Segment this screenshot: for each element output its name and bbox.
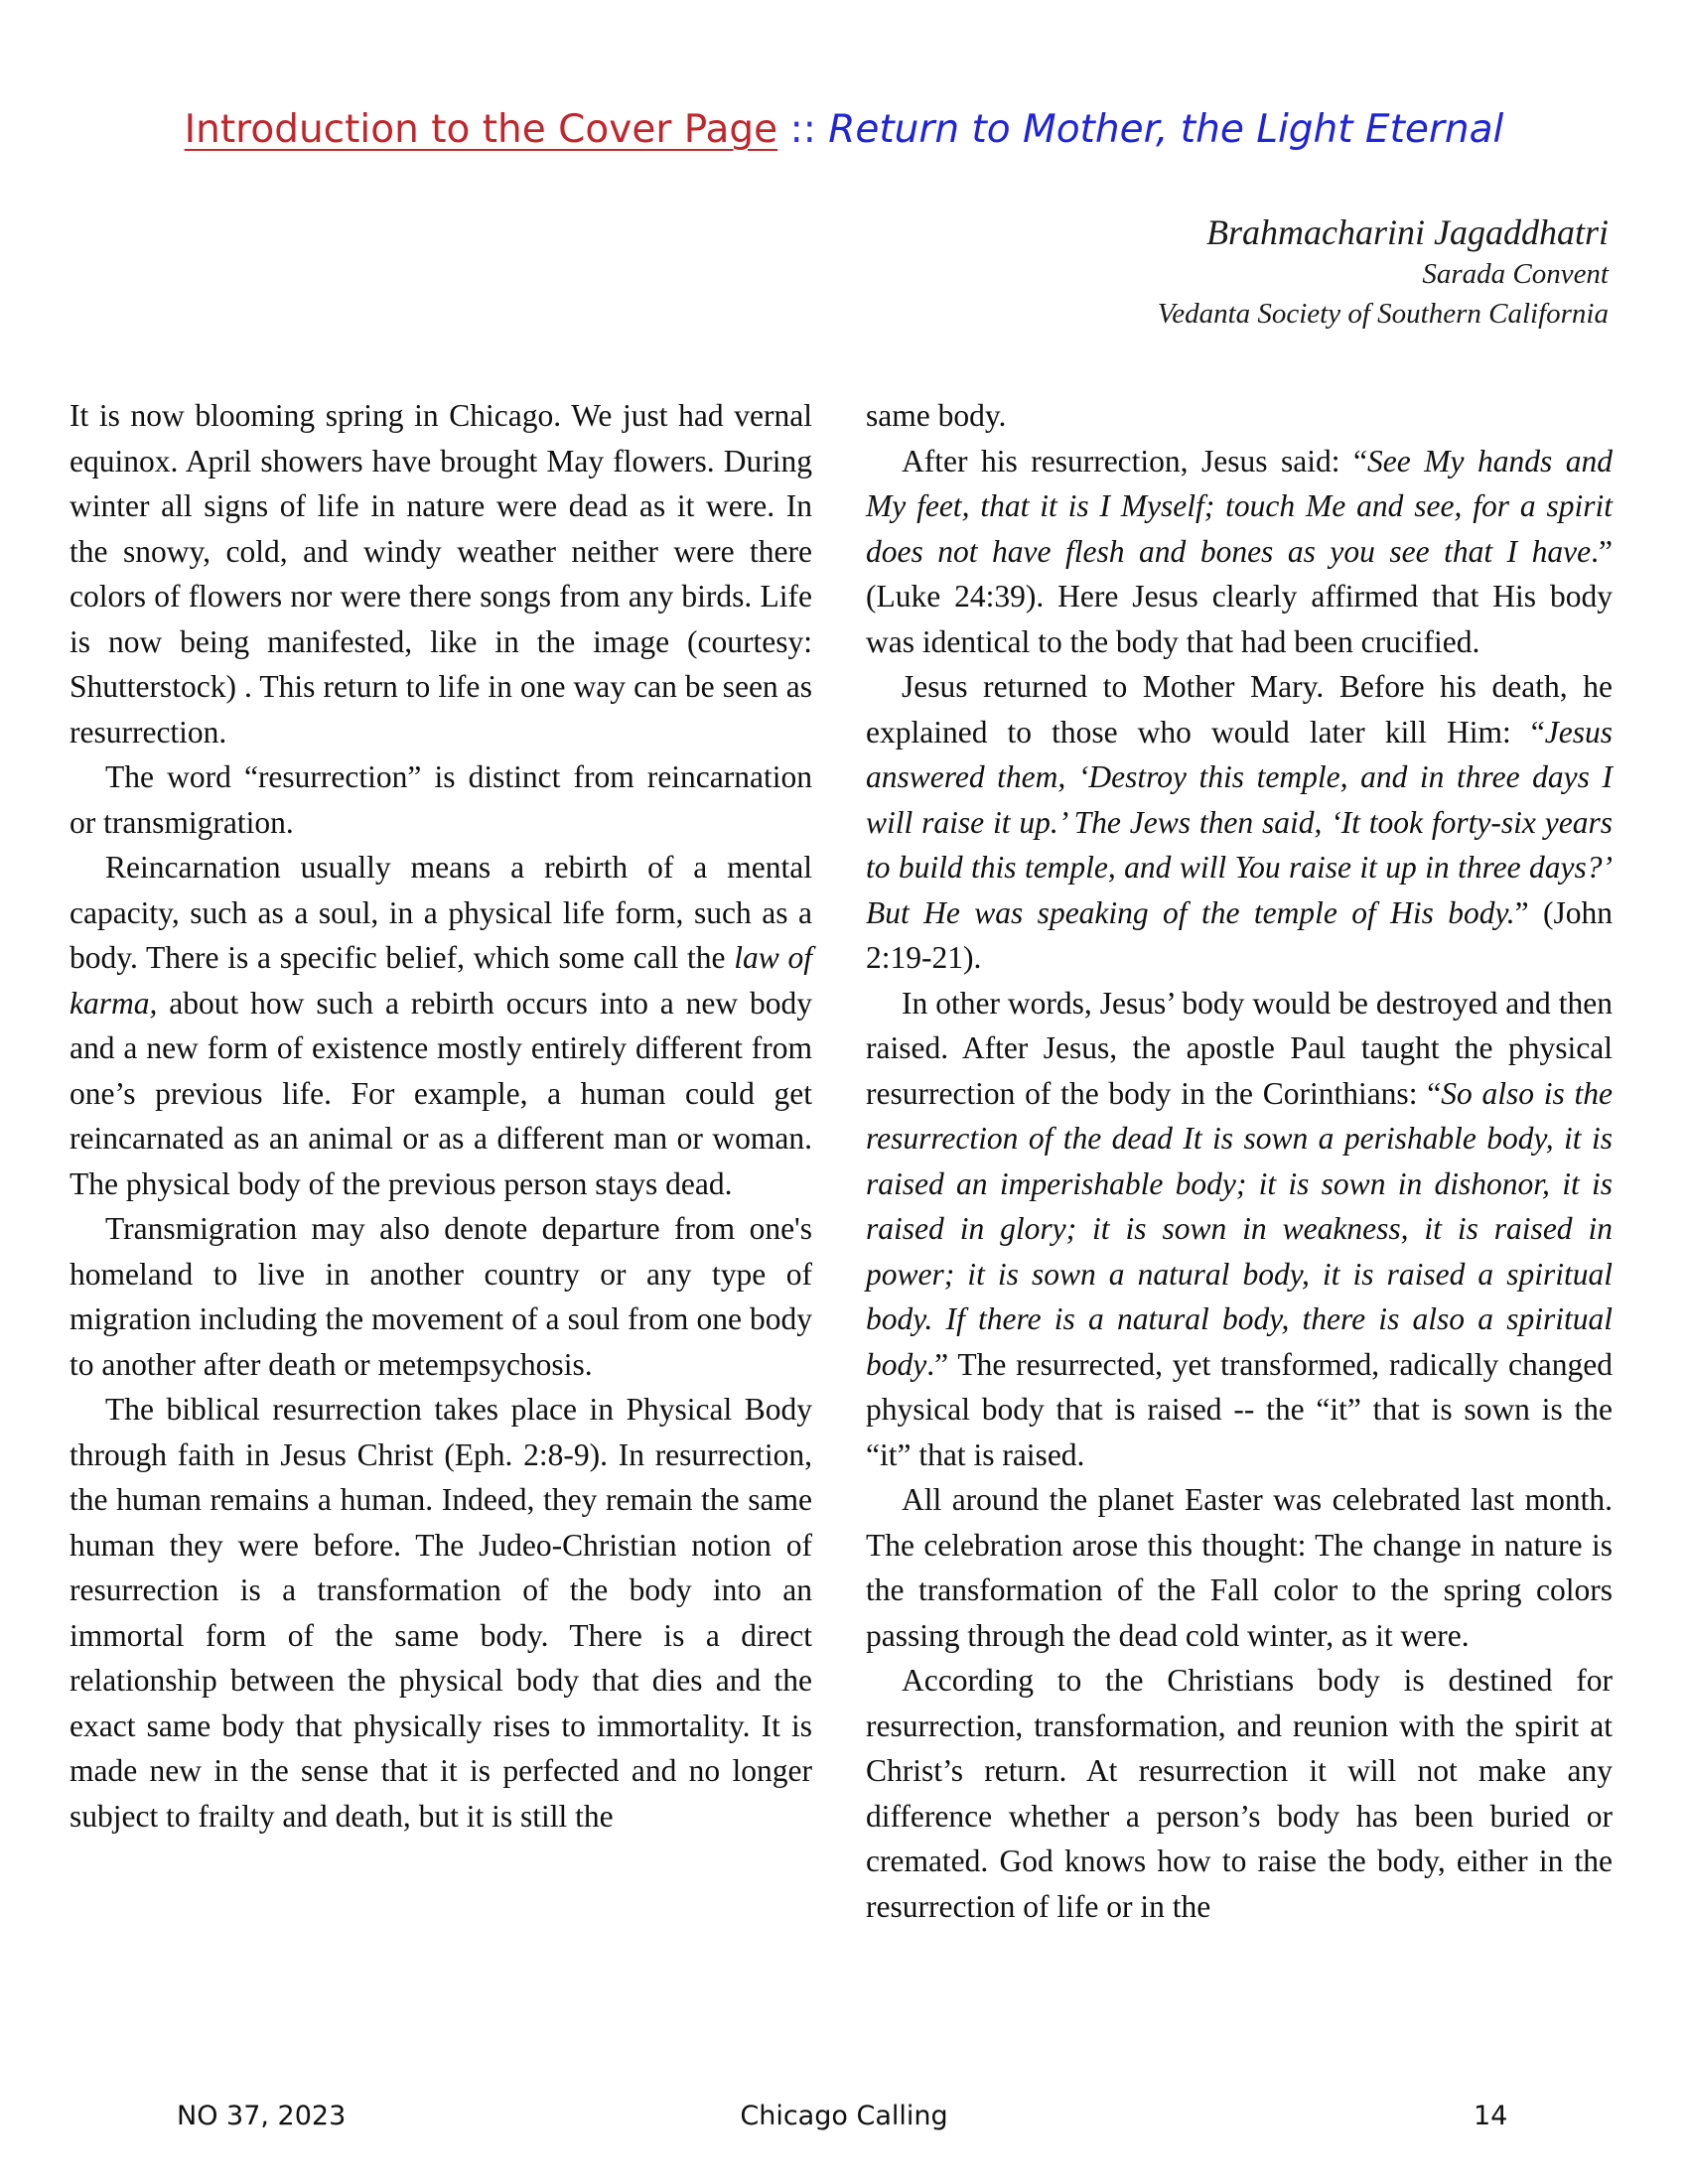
paragraph: [70, 845, 812, 1206]
paragraph: The word “resurrection” is distinct from reincarnation or transmigration.: [70, 759, 812, 840]
article-subtitle: Return to Mother, the Light Eternal: [828, 107, 1504, 152]
author-byline: [1158, 210, 1609, 334]
paragraph-text: Jesus returned to Mother Mary. Before his death, he explained to those who would later kill Him: “: [866, 669, 1613, 750]
heading-separator: ::: [777, 107, 829, 152]
paragraph-text: .” The resurrected, yet transformed, radically changed physical body that is raised -- the “it” that is sown is the “it” that is raised.: [866, 1346, 1613, 1472]
page-heading: [0, 107, 1688, 152]
paragraph: It is now blooming spring in Chicago. We just had vernal equinox. April showers have brought May flowers. During winter all signs of life in nature were dead as it were. In the snowy, cold, and windy weather neither were there colors of flowers nor were there songs from any birds. Life is now being manifested, like in the image (courtesy: Shutterstock) . This return to life in one way can be seen as resurrection.: [70, 398, 812, 750]
intro-cover-page-link[interactable]: Introduction to the Cover Page: [184, 107, 778, 152]
paragraph-text: .” (Luke 24:39). Here Jesus clearly affirmed that His body was identical to the body that had been crucified.: [866, 533, 1613, 659]
footer-page-number: 14: [1474, 2101, 1508, 2131]
paragraph: According to the Christians body is destined for resurrection, transformation, and reunion with the spirit at Christ’s return. At resurrection it will not make any difference whether a person’s body has been buried or cremated. God knows how to raise the body, either in the resurrection of life or in the: [866, 1663, 1613, 1924]
paragraph-text: about how such a rebirth occurs into a new body and a new form of existence mostly entirely different from one’s previous life. For example, a human could get reincarnated as an animal or as a different man or woman. The physical body of the previous person stays dead.: [70, 985, 812, 1201]
paragraph: [866, 439, 1613, 665]
left-column: [70, 393, 812, 1839]
right-column: [866, 393, 1613, 1929]
paragraph-text: ” (John 2:19-21).: [866, 894, 1614, 975]
author-org-society: Vedanta Society of Southern California: [1157, 298, 1609, 330]
paragraph: The biblical resurrection takes place in Physical Body through faith in Jesus Christ (Eph. 2:8-9). In resurrection, the human remains a human. Indeed, they remain the same human they were before. The Judeo-Christian notion of resurrection is a transformation of the body into an immortal form of the same body. There is a direct relationship between the physical body that dies and the exact same body that physically rises to immortality. It is made new in the sense that it is perfected and no longer subject to frailty and death, but it is still the: [70, 1392, 812, 1834]
emphasis-text: law of karma,: [70, 940, 812, 1021]
paragraph: Transmigration may also denote departure from one's homeland to live in another country or any type of migration including the movement of a soul from one body to another after death or metempsychosis.: [70, 1211, 812, 1382]
paragraph-text: In other words, Jesus’ body would be destroyed and then raised. After Jesus, the apostle Paul taught the physical resurrection of the body in the Corinthians: “: [866, 985, 1613, 1111]
quote-text: Jesus answered them, ‘Destroy this temple, and in three days I will raise it up.’ The Jews then said, ‘It took forty-six years to build this temple, and will You raise it up in three days?’ But He was speaking of the temple of His body.: [866, 714, 1613, 930]
quote-text: So also is the resurrection of the dead It is sown a perishable body, it is raised an imperishable body; it is sown in dishonor, it is raised in glory; it is sown in weakness, it is raised in power; it is sown a natural body, it is raised a spiritual body. If there is a natural body, there is also a spiritual body: [866, 1075, 1613, 1382]
footer-publication: Chicago Calling: [740, 2101, 948, 2131]
quote-text: See My hands and My feet, that it is I Myself; touch Me and see, for a spirit does not have flesh and bones as you see that I have: [866, 443, 1613, 569]
paragraph: same body.: [866, 398, 1007, 433]
author-org-convent: Sarada Convent: [1422, 258, 1609, 290]
paragraph-text: After his resurrection, Jesus said: “: [902, 443, 1368, 478]
paragraph-text: Reincarnation usually means a rebirth of a mental capacity, such as a soul, in a physical life form, such as a body. There is a specific belief, which some call the: [70, 850, 812, 975]
footer-issue: NO 37, 2023: [177, 2101, 347, 2131]
paragraph: [866, 981, 1613, 1478]
paragraph: [866, 664, 1613, 981]
author-name: Brahmacharini Jagaddhatri: [1206, 212, 1609, 252]
paragraph: All around the planet Easter was celebrated last month. The celebration arose this thought: The change in nature is the transformation of the Fall color to the spring colors passing through the dead cold winter, as it were.: [866, 1482, 1613, 1653]
